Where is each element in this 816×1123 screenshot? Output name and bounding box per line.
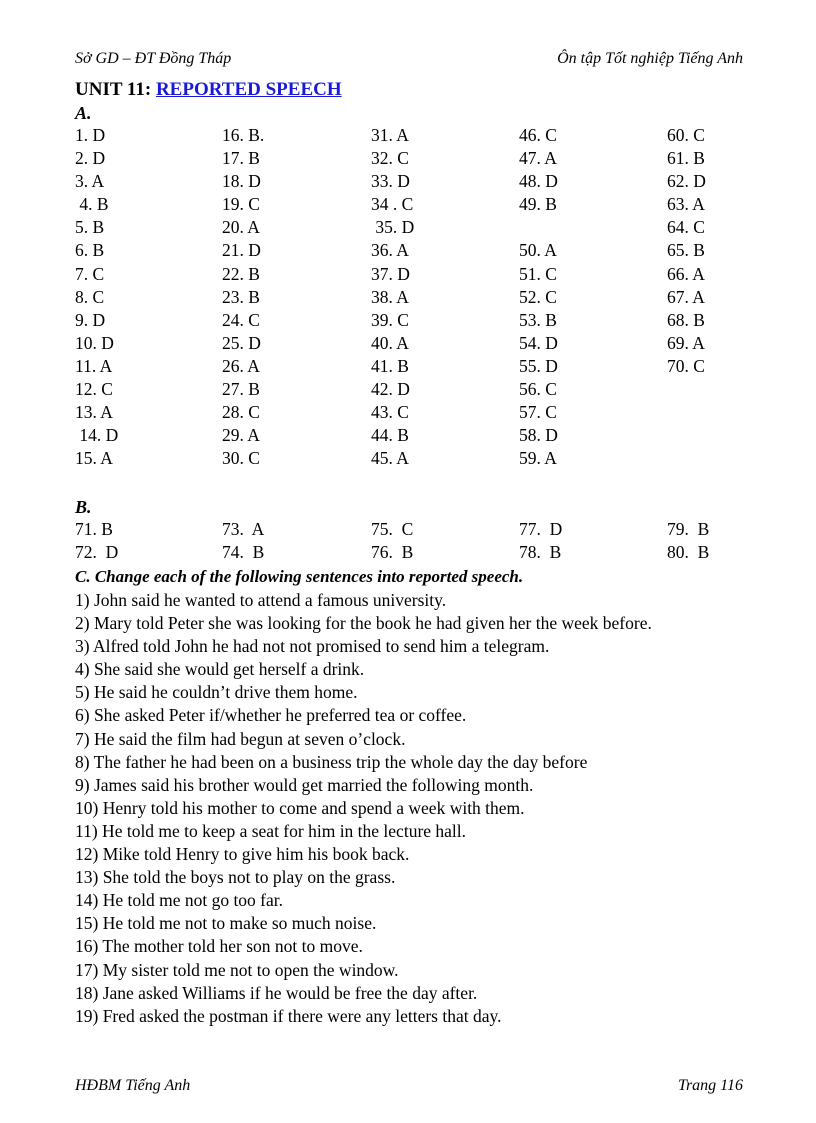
answer-cell: 64. C <box>667 217 705 238</box>
answer-cell: 72. D <box>75 542 119 563</box>
sentence-item: 4) She said she would get herself a drink. <box>75 659 365 680</box>
sentence-item: 14) He told me not go too far. <box>75 890 284 911</box>
answer-cell: 30. C <box>222 448 260 469</box>
answer-cell: 16. B. <box>222 125 265 145</box>
answer-cell: 57. C <box>519 402 557 423</box>
answer-cell: 13. A <box>75 402 113 423</box>
answer-cell: 63. A <box>667 194 705 215</box>
answer-cell: 60. C <box>667 125 705 145</box>
answer-cell: 80. B <box>667 542 710 563</box>
answer-cell: 15. A <box>75 448 113 469</box>
answer-cell: 28. C <box>222 402 260 423</box>
answer-cell: 26. A <box>222 355 260 376</box>
footer-right: Trang 116 <box>677 1077 743 1094</box>
answer-cell: 12. C <box>75 379 113 400</box>
answer-cell: 18. D <box>222 171 261 192</box>
answer-cell: 20. A <box>222 217 260 238</box>
answer-cell: 21. D <box>222 240 261 261</box>
sentence-item: 19) Fred asked the postman if there were any letters that day. <box>75 1005 502 1026</box>
sentence-item: 15) He told me not to make so much noise. <box>75 913 377 934</box>
answer-cell: 73. A <box>222 519 265 539</box>
answer-cell: 52. C <box>519 286 557 307</box>
answer-cell: 34 . C <box>371 194 414 215</box>
sentence-item: 8) The father he had been on a business trip the whole day the day before <box>75 751 588 772</box>
answer-cell: 17. B <box>222 148 260 169</box>
answer-cell: 76. B <box>371 542 414 563</box>
sentence-item: 9) James said his brother would get married the following month. <box>75 774 534 795</box>
answer-cell: 33. D <box>371 171 410 192</box>
answer-cell: 36. A <box>371 240 409 261</box>
sentence-item: 2) Mary told Peter she was looking for the book he had given her the week before. <box>75 613 652 634</box>
answer-cell: 77. D <box>519 519 563 539</box>
answer-cell: 48. D <box>519 171 558 192</box>
answer-cell: 69. A <box>667 332 705 353</box>
footer-left: HĐBM Tiếng Anh <box>75 1077 191 1094</box>
answer-cell: 39. C <box>371 309 409 330</box>
answer-cell: 31. A <box>371 125 409 145</box>
answer-cell: 45. A <box>371 448 409 469</box>
answer-cell: 38. A <box>371 286 409 307</box>
answer-cell: 67. A <box>667 286 705 307</box>
page-header <box>75 50 743 72</box>
sentence-item: 10) Henry told his mother to come and spend a week with them. <box>75 797 525 818</box>
sentence-item: 16) The mother told her son not to move. <box>75 936 363 957</box>
sentence-item: 5) He said he couldn’t drive them home. <box>75 682 358 703</box>
title-prefix: UNIT 11: <box>75 79 156 100</box>
answer-cell: 9. D <box>75 309 106 330</box>
sentence-item: 3) Alfred told John he had not not promised to send him a telegram. <box>75 636 550 657</box>
answer-cell: 74. B <box>222 542 265 563</box>
answer-cell: 2. D <box>75 148 106 169</box>
section-c-heading: C. Change each of the following sentences into reported speech. <box>75 567 524 586</box>
answer-cell: 40. A <box>371 332 409 353</box>
answer-cell: 56. C <box>519 379 557 400</box>
answer-cell: 8. C <box>75 286 105 307</box>
answer-cell: 53. B <box>519 309 557 330</box>
answer-cell: 65. B <box>667 240 705 261</box>
section-b-label: B. <box>75 497 92 517</box>
answer-cell: 47. A <box>519 148 557 169</box>
answer-cell: 41. B <box>371 355 409 376</box>
sentence-item: 7) He said the film had begun at seven o’clock. <box>75 728 406 749</box>
sentence-item: 17) My sister told me not to open the window. <box>75 959 399 980</box>
answer-cell: 23. B <box>222 286 260 307</box>
answer-cell: 71. B <box>75 519 113 539</box>
answer-cell: 62. D <box>667 171 706 192</box>
answer-cell: 3. A <box>75 171 105 192</box>
answer-cell: 14. D <box>75 425 119 446</box>
sentence-list <box>75 589 747 1028</box>
answer-cell: 43. C <box>371 402 409 423</box>
header-right: Ôn tập Tốt nghiệp Tiếng Anh <box>557 50 743 67</box>
answer-cell: 68. B <box>667 309 705 330</box>
answer-cell: 58. D <box>519 425 558 446</box>
answer-cell: 24. C <box>222 309 260 330</box>
sentence-item: 12) Mike told Henry to give him his book back. <box>75 844 410 865</box>
answer-cell: 59. A <box>519 448 557 469</box>
page-title <box>75 79 342 101</box>
answer-cell: 10. D <box>75 332 114 353</box>
section-a-label: A. <box>75 103 92 123</box>
answer-cell: 35. D <box>371 217 415 238</box>
sentence-item: 13) She told the boys not to play on the grass. <box>75 867 396 888</box>
answer-cell: 37. D <box>371 263 410 284</box>
answer-cell: 19. C <box>222 194 260 215</box>
answer-cell: 25. D <box>222 332 261 353</box>
answer-cell: 61. B <box>667 148 705 169</box>
answer-cell: 44. B <box>371 425 409 446</box>
sentence-item: 6) She asked Peter if/whether he preferred tea or coffee. <box>75 705 467 726</box>
answer-cell: 29. A <box>222 425 260 446</box>
answer-cell: 7. C <box>75 263 105 284</box>
sentence-item: 18) Jane asked Williams if he would be free the day after. <box>75 982 478 1003</box>
answer-cell: 46. C <box>519 125 557 145</box>
answer-cell: 70. C <box>667 355 705 376</box>
answer-cell: 49. B <box>519 194 557 215</box>
answer-cell: 42. D <box>371 379 410 400</box>
answer-cell: 6. B <box>75 240 105 261</box>
answer-cell: 51. C <box>519 263 557 284</box>
sentence-item: 11) He told me to keep a seat for him in the lecture hall. <box>75 820 467 841</box>
answer-cell: 5. B <box>75 217 105 238</box>
answer-cell: 32. C <box>371 148 409 169</box>
answer-cell: 1. D <box>75 125 106 145</box>
header-left: Sở GD – ĐT Đồng Tháp <box>75 50 232 67</box>
answer-cell: 55. D <box>519 355 558 376</box>
answer-cell: 54. D <box>519 332 558 353</box>
answer-cell: 11. A <box>75 355 113 376</box>
sentence-item: 1) John said he wanted to attend a famous university. <box>75 590 447 610</box>
answer-cell: 79. B <box>667 519 710 539</box>
answer-cell: 66. A <box>667 263 705 284</box>
title-link[interactable]: REPORTED SPEECH <box>155 79 342 100</box>
answer-cell: 75. C <box>371 519 414 539</box>
answer-cell: 22. B <box>222 263 260 284</box>
answer-cell: 27. B <box>222 379 260 400</box>
answer-cell: 4. B <box>75 194 109 215</box>
answer-cell: 78. B <box>519 542 562 563</box>
answer-cell: 50. A <box>519 240 557 261</box>
